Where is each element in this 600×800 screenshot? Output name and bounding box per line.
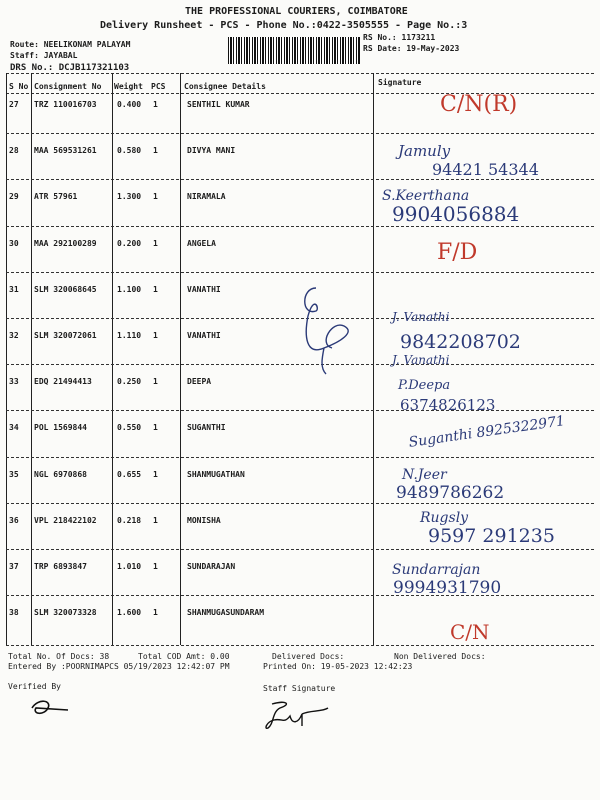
- verifier-signature: [28, 696, 78, 720]
- row-sno: 28: [9, 146, 19, 156]
- row-weight: 0.218: [117, 515, 142, 525]
- col-pcs: PCS: [151, 82, 166, 91]
- row-pcs: 1: [153, 423, 158, 433]
- row-pcs: 1: [153, 608, 158, 618]
- col-divider: [373, 73, 374, 645]
- row-sno: 33: [9, 377, 19, 387]
- row-pcs: 1: [153, 192, 158, 202]
- col-consignment: Consignment No: [34, 82, 102, 91]
- row-divider: [6, 549, 594, 550]
- row-consignment: MAA 569531261: [34, 146, 97, 156]
- row-consignment: TRZ 110016703: [34, 100, 97, 109]
- row-consignment: SLM 320072061: [34, 331, 97, 340]
- row-divider: [6, 179, 594, 180]
- verified-by-label: Verified By: [8, 682, 61, 691]
- row-consignee: SENTHIL KUMAR: [187, 100, 250, 109]
- handwritten-signature: Jamuly: [398, 142, 451, 160]
- row-consignee: VANATHI: [187, 284, 221, 294]
- row-pcs: 1: [153, 515, 158, 525]
- row-consignment: NGL 6970868: [34, 469, 87, 479]
- total-docs: Total No. Of Docs: 38: [8, 652, 110, 661]
- row-pcs: 1: [153, 331, 158, 340]
- drs-number: DRS No.: DCJB117321103: [10, 63, 130, 73]
- row-consignee: NIRAMALA: [187, 192, 226, 202]
- col-divider: [180, 73, 181, 645]
- rs-number: RS No.: 1173211: [363, 33, 436, 42]
- row-consignee: VANATHI: [187, 331, 221, 340]
- handwritten-signature: J. Vanathi: [392, 353, 450, 367]
- company-name: THE PROFESSIONAL COURIERS, COIMBATORE: [185, 6, 408, 17]
- printed-on: Printed On: 19-05-2023 12:42:23: [263, 662, 413, 671]
- row-consignee: ANGELA: [187, 238, 216, 248]
- row-weight: 0.250: [117, 377, 142, 387]
- col-divider: [6, 73, 7, 645]
- col-weight: Weight: [114, 82, 143, 91]
- entered-by: Entered By :POORNIMAPCS 05/19/2023 12:42:07 PM: [8, 662, 230, 671]
- footer-rule: [6, 645, 594, 646]
- row-divider: [6, 133, 594, 134]
- row-pcs: 1: [153, 238, 158, 248]
- handwritten-phone: 9842208702: [400, 331, 521, 353]
- row-consignee: SUGANTHI: [187, 423, 226, 433]
- row-pcs: 1: [153, 100, 158, 109]
- row-sno: 29: [9, 192, 19, 202]
- row-sno: 37: [9, 562, 19, 571]
- row-pcs: 1: [153, 469, 158, 479]
- row-weight: 1.110: [117, 331, 142, 340]
- runsheet-subtitle: Delivery Runsheet - PCS - Phone No.:0422-3505555 - Page No.:3: [100, 20, 468, 31]
- col-signature: Signature: [378, 78, 422, 87]
- staff-signature: [262, 698, 342, 732]
- row-consignee: DIVYA MANI: [187, 146, 236, 156]
- row-consignee: SHANMUGATHAN: [187, 469, 245, 479]
- row-sno: 32: [9, 331, 19, 340]
- handwritten-signature: P.Deepa: [398, 378, 451, 393]
- row-pcs: 1: [153, 377, 158, 387]
- row-consignment: ATR 57961: [34, 192, 78, 202]
- row-sno: 34: [9, 423, 19, 433]
- handwritten-phone: 9489786262: [396, 483, 505, 503]
- row-divider: [6, 457, 594, 458]
- non-delivered-docs: Non Delivered Docs:: [394, 652, 486, 661]
- row-divider: [6, 595, 594, 596]
- row-consignment: MAA 292100289: [34, 238, 97, 248]
- row-consignment: POL 1569844: [34, 423, 87, 433]
- handwritten-phone: 9597 291235: [428, 525, 555, 547]
- handwritten-signature: Sundarrajan: [392, 562, 481, 578]
- row-consignment: SLM 320068645: [34, 284, 97, 294]
- handwritten-mark: C/N(R): [440, 92, 518, 117]
- col-divider: [31, 73, 32, 645]
- row-consignment: SLM 320073328: [34, 608, 97, 618]
- handwritten-phone: 9904056884: [392, 202, 520, 226]
- row-sno: 31: [9, 284, 19, 294]
- row-sno: 30: [9, 238, 19, 248]
- col-divider: [112, 73, 113, 645]
- total-cod: Total COD Amt: 0.00: [138, 652, 230, 661]
- delivered-docs: Delivered Docs:: [272, 652, 345, 661]
- handwritten-mark: C/N: [450, 620, 490, 644]
- col-consignee: Consignee Details: [184, 82, 266, 91]
- swirl-signature: [296, 276, 366, 376]
- row-consignee: SUNDARAJAN: [187, 562, 236, 571]
- handwritten-mark: F/D: [437, 240, 478, 265]
- row-sno: 27: [9, 100, 19, 109]
- handwritten-phone: 94421 54344: [432, 160, 539, 179]
- row-consignee: MONISHA: [187, 515, 221, 525]
- row-divider: [6, 410, 594, 411]
- row-consignment: EDQ 21494413: [34, 377, 92, 387]
- handwritten-signature: Rugsly: [420, 510, 469, 526]
- header-top-rule: [6, 73, 594, 74]
- row-weight: 1.300: [117, 192, 142, 202]
- handwritten-signature: S.Keerthana: [382, 188, 470, 204]
- row-weight: 0.550: [117, 423, 142, 433]
- row-consignment: VPL 218422102: [34, 515, 97, 525]
- row-consignee: DEEPA: [187, 377, 212, 387]
- col-sno: S No: [9, 82, 29, 91]
- row-weight: 1.100: [117, 284, 142, 294]
- row-consignment: TRP 6893847: [34, 562, 87, 571]
- rs-date: RS Date: 19-May-2023: [363, 44, 460, 53]
- row-pcs: 1: [153, 146, 158, 156]
- staff-label: Staff: JAYABAL: [10, 51, 78, 60]
- barcode: [228, 37, 360, 64]
- row-weight: 0.655: [117, 469, 142, 479]
- row-sno: 35: [9, 469, 19, 479]
- staff-signature-label: Staff Signature: [263, 684, 336, 693]
- handwritten-signature: J. Vanathi: [392, 310, 450, 324]
- row-divider: [6, 272, 594, 273]
- handwritten-signature: Suganthi 8925322971: [407, 413, 566, 451]
- handwritten-phone: 6374826123: [400, 396, 496, 414]
- handwritten-phone: 9994931790: [393, 578, 502, 598]
- row-sno: 36: [9, 515, 19, 525]
- row-weight: 0.200: [117, 238, 142, 248]
- row-sno: 38: [9, 608, 19, 618]
- row-weight: 1.600: [117, 608, 142, 618]
- row-weight: 0.400: [117, 100, 142, 109]
- row-divider: [6, 503, 594, 504]
- row-weight: 1.010: [117, 562, 142, 571]
- row-consignee: SHANMUGASUNDARAM: [187, 608, 265, 618]
- route-label: Route: NEELIKONAM PALAYAM: [10, 40, 131, 49]
- row-weight: 0.580: [117, 146, 142, 156]
- row-pcs: 1: [153, 284, 158, 294]
- row-pcs: 1: [153, 562, 158, 571]
- handwritten-signature: N.Jeer: [402, 467, 447, 483]
